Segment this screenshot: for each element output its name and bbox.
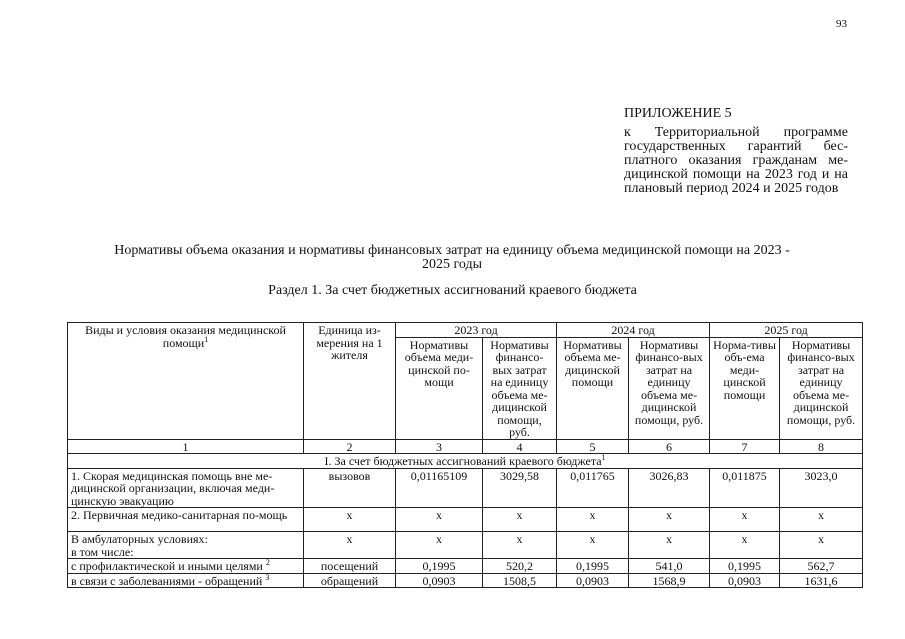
row-cost-2024: 1568,9 xyxy=(629,573,710,588)
row-name-text: в связи с заболеваниями - обращений xyxy=(71,573,263,588)
row-volume-2024: 0,011765 xyxy=(557,468,629,508)
row-cost-2023: х xyxy=(483,508,557,532)
row-volume-2024: х xyxy=(557,532,629,559)
row-unit: х xyxy=(304,508,396,532)
section-title: Раздел 1. За счет бюджетных ассигнований краевого бюджета xyxy=(268,283,637,298)
row-volume-2025: 0,0903 xyxy=(710,573,780,588)
header-unit: Единица из-мерения на 1 жителя xyxy=(304,323,396,440)
header-cost-2025: Нормативы финансо-вых затрат на единицу объема ме-дицинской помощи, руб. xyxy=(780,337,863,439)
norms-table xyxy=(67,322,863,588)
row-volume-2025: 0,1995 xyxy=(710,559,780,574)
section-row xyxy=(68,454,863,469)
row-volume-2025: х xyxy=(710,508,780,532)
row-name: 2. Первичная медико-санитарная по-мощь xyxy=(68,508,304,532)
col-number: 8 xyxy=(780,439,863,454)
row-cost-2023: х xyxy=(483,532,557,559)
row-volume-2024: 0,0903 xyxy=(557,573,629,588)
row-cost-2025: х xyxy=(780,532,863,559)
appendix-title: ПРИЛОЖЕНИЕ 5 xyxy=(624,106,732,121)
header-year-2024: 2024 год xyxy=(557,323,710,338)
row-volume-2023: х xyxy=(396,532,483,559)
row-volume-2024: 0,1995 xyxy=(557,559,629,574)
row-cost-2023: 3029,58 xyxy=(483,468,557,508)
row-cost-2024: 541,0 xyxy=(629,559,710,574)
row-name xyxy=(68,532,304,559)
col-number: 4 xyxy=(483,439,557,454)
header-row-years xyxy=(68,323,863,338)
table-row xyxy=(68,573,863,588)
row-volume-2023: х xyxy=(396,508,483,532)
row-unit: посещений xyxy=(304,559,396,574)
section-row-cell xyxy=(68,454,863,469)
row-unit: х xyxy=(304,532,396,559)
row-volume-2025: 0,011875 xyxy=(710,468,780,508)
header-volume-2024: Нормативы объема ме-дицинской помощи xyxy=(557,337,629,439)
row-cost-2025: 562,7 xyxy=(780,559,863,574)
header-cost-2023: Нормативы финансо-вых затрат на единицу объема ме-дицинской помощи, руб. xyxy=(483,337,557,439)
row-name xyxy=(68,573,304,588)
row-cost-2024: 3026,83 xyxy=(629,468,710,508)
section-row-text: I. За счет бюджетных ассигнований краевого бюджета xyxy=(324,454,602,468)
row-cost-2023: 1508,5 xyxy=(483,573,557,588)
row-unit: обращений xyxy=(304,573,396,588)
column-number-row xyxy=(68,439,863,454)
header-year-2025: 2025 год xyxy=(710,323,863,338)
header-volume-2025: Норма-тивы объ-ема меди-цинской помощи xyxy=(710,337,780,439)
row-volume-2023: 0,0903 xyxy=(396,573,483,588)
document-title: Нормативы объема оказания и нормативы финансовых затрат на единицу объема медицинской помощи на 2023 - 2025 годы xyxy=(114,243,790,272)
row-cost-2025: 3023,0 xyxy=(780,468,863,508)
row-volume-2023: 0,1995 xyxy=(396,559,483,574)
table-row xyxy=(68,559,863,574)
header-kind-note: 1 xyxy=(204,334,209,344)
row-name-subline: в том числе: xyxy=(71,544,134,559)
header-year-2023: 2023 год xyxy=(396,323,557,338)
row-volume-2025: х xyxy=(710,532,780,559)
header-cost-2024: Нормативы финансо-вых затрат на единицу объема ме-дицинской помощи, руб. xyxy=(629,337,710,439)
table-row xyxy=(68,468,863,508)
table-row xyxy=(68,532,863,559)
col-number: 3 xyxy=(396,439,483,454)
col-number: 5 xyxy=(557,439,629,454)
header-kind xyxy=(68,323,304,440)
row-name: 1. Скорая медицинская помощь вне ме-дицинской организации, включая меди-цинскую эвакуацию xyxy=(68,468,304,508)
row-volume-2024: х xyxy=(557,508,629,532)
row-cost-2023: 520,2 xyxy=(483,559,557,574)
row-cost-2024: х xyxy=(629,532,710,559)
col-number: 1 xyxy=(68,439,304,454)
col-number: 6 xyxy=(629,439,710,454)
row-name-text: с профилактической и иными целями xyxy=(71,559,263,573)
table-row xyxy=(68,508,863,532)
row-cost-2025: х xyxy=(780,508,863,532)
col-number: 2 xyxy=(304,439,396,454)
row-name-note: 2 xyxy=(265,558,270,567)
row-volume-2023: 0,01165109 xyxy=(396,468,483,508)
appendix-block xyxy=(624,107,848,196)
row-name-note: 3 xyxy=(265,572,270,582)
header-volume-2023: Нормативы объема меди-цинской по-мощи xyxy=(396,337,483,439)
row-name xyxy=(68,559,304,574)
row-unit: вызовов xyxy=(304,468,396,508)
row-cost-2025: 1631,6 xyxy=(780,573,863,588)
appendix-text: к Территориальной программе государственных гарантий бес-платного оказания гражданам ме-дицинской помощи на 2023 год и на плановый период 2024 и 2025 годов xyxy=(624,125,848,196)
col-number: 7 xyxy=(710,439,780,454)
header-kind-text: Виды и условия оказания медицинской помощи xyxy=(85,323,286,350)
row-cost-2024: х xyxy=(629,508,710,532)
section-row-note: 1 xyxy=(601,453,606,462)
page-number: 93 xyxy=(836,18,847,30)
row-name-line: В амбулаторных условиях: xyxy=(71,532,208,546)
